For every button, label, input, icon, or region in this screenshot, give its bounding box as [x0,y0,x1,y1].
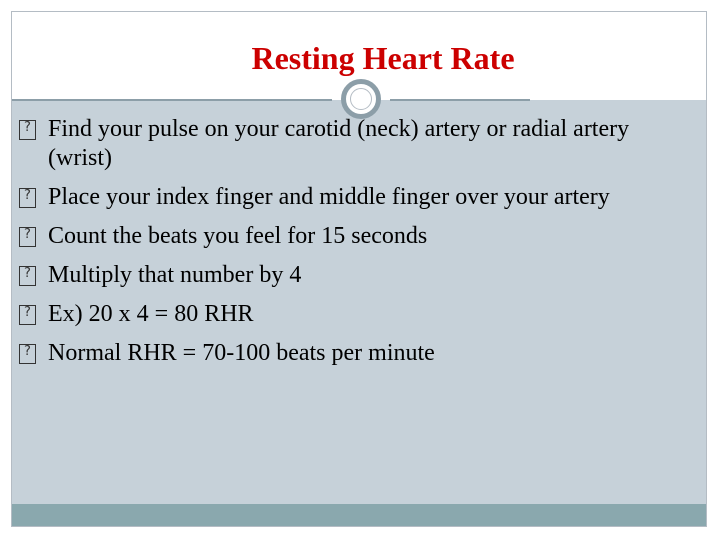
bullet-text: Count the beats you feel for 15 seconds [48,223,428,249]
title-divider-left [12,99,332,101]
ring-center [350,88,372,110]
missing-glyph-bullet-icon [19,188,36,208]
missing-glyph-bullet-icon [19,344,36,364]
bullet-text: Place your index finger and middle finger over your artery [48,184,610,210]
bullet-text: Find your pulse on your carotid (neck) artery or radial artery (wrist) [48,116,630,171]
bullet-text: Multiply that number by 4 [48,262,302,288]
missing-glyph-bullet-icon [19,266,36,286]
bullet-item [19,261,679,290]
bullet-item [19,115,679,173]
bullet-item [19,339,679,368]
missing-glyph-bullet-icon [19,305,36,325]
missing-glyph-bullet-icon [19,227,36,247]
missing-glyph-bullet-icon [19,120,36,140]
bullet-item [19,183,679,212]
footer-bar [12,504,706,526]
bullet-list [19,115,679,378]
slide-title: Resting Heart Rate [251,40,515,76]
bullet-text: Normal RHR = 70-100 beats per minute [48,340,435,366]
decorative-ring-icon [341,79,381,119]
bullet-item [19,300,679,329]
bullet-text: Ex) 20 x 4 = 80 RHR [48,301,254,327]
bullet-item [19,222,679,251]
title-divider-right [390,99,530,101]
